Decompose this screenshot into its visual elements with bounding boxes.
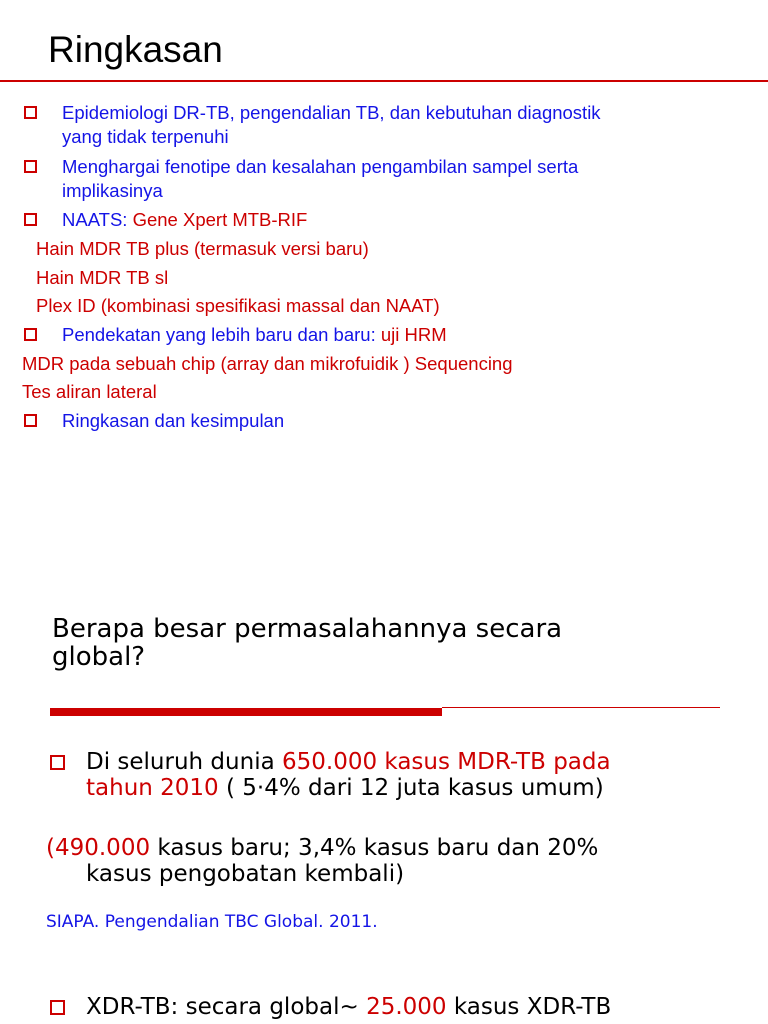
item-mdr-chip: MDR pada sebuah chip (array dan mikrofuidik ) Sequencing (22, 353, 513, 374)
item-summary: Ringkasan dan kesimpulan (62, 410, 285, 431)
item-naats-label: NAATS: (62, 209, 128, 230)
slide2-title-rule-thin (442, 707, 720, 708)
bullet-worldwide-line2 (86, 775, 604, 801)
bullet-worldwide-share: ( 5·4% dari 12 juta kasus umum) (218, 775, 604, 801)
item-newer-approaches (62, 324, 447, 346)
slide2-title (52, 615, 702, 671)
bullet-xdr-count: 25.000 (366, 994, 447, 1020)
slide1-title-rule (0, 80, 768, 82)
slide1-title: Ringkasan (48, 29, 223, 70)
slide2-title-line1: Berapa besar permasalahannya secara (52, 614, 563, 644)
item-newer-label: Pendekatan yang lebih baru dan baru: (62, 324, 376, 345)
slide2-title-line2: global? (52, 642, 146, 672)
bullet-box-icon (24, 213, 37, 226)
item-phenotype-line2: implikasinya (62, 180, 163, 201)
bullet-worldwide-line1 (86, 749, 611, 775)
para-new-cases-line2: kasus pengobatan kembali) (86, 861, 405, 887)
item-newer-value: uji HRM (375, 324, 447, 345)
item-epidemiology-line2: yang tidak terpenuhi (62, 126, 229, 147)
item-lateral-flow: Tes aliran lateral (22, 381, 157, 402)
bullet-worldwide-year: tahun 2010 (86, 775, 219, 801)
item-hain-sl: Hain MDR TB sl (36, 267, 169, 288)
para-new-cases-line1 (46, 835, 598, 861)
source-citation: SIAPA. Pengendalian TBC Global. 2011. (46, 912, 378, 932)
item-epidemiology-line1: Epidemiologi DR-TB, pengendalian TB, dan kebutuhan diagnostik (62, 102, 601, 123)
bullet-box-icon (24, 328, 37, 341)
item-plex-id: Plex ID (kombinasi spesifikasi massal dan NAAT) (36, 295, 440, 316)
bullet-box-icon (24, 106, 37, 119)
para-new-cases-count: (490.000 (46, 835, 151, 861)
bullet-box-icon (50, 755, 65, 770)
item-hain-plus: Hain MDR TB plus (termasuk versi baru) (36, 238, 369, 259)
bullet-xdr-lead: XDR-TB: secara global~ (86, 994, 367, 1020)
para-new-cases-text: kasus baru; 3,4% kasus baru dan 20% (150, 835, 599, 861)
bullet-worldwide-count: 650.000 kasus MDR-TB pada (281, 749, 611, 775)
bullet-box-icon (24, 414, 37, 427)
bullet-xdr-tail: kasus XDR-TB (446, 994, 612, 1020)
item-naats-value: Gene Xpert MTB-RIF (127, 209, 308, 230)
bullet-xdr-line1 (86, 994, 611, 1020)
bullet-box-icon (24, 160, 37, 173)
bullet-box-icon (50, 1000, 65, 1015)
slide2-title-rule-thick (50, 708, 442, 716)
item-phenotype-line1: Menghargai fenotipe dan kesalahan pengambilan sampel serta (62, 156, 579, 177)
item-naats (62, 209, 307, 231)
bullet-worldwide-lead: Di seluruh dunia (86, 749, 282, 775)
